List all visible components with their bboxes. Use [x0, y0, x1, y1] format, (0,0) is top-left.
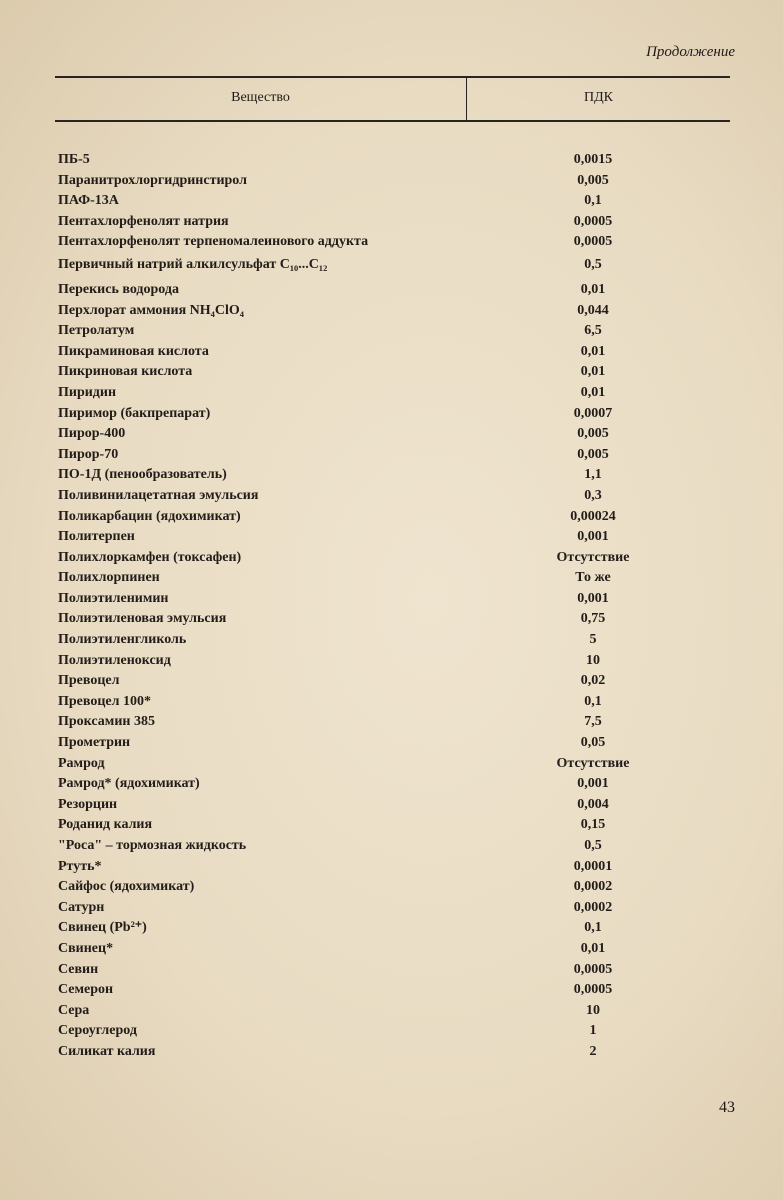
table-row — [58, 191, 718, 212]
pdk-value: 1,1 — [584, 467, 602, 483]
substance-name: Полиэтиленовая эмульсия — [58, 611, 227, 627]
pdk-value: 0,005 — [577, 172, 609, 188]
pdk-value: Отсутствие — [556, 549, 630, 565]
pdk-value: 0,1 — [584, 193, 602, 209]
substance-name: Пирор-400 — [58, 426, 126, 442]
pdk-value: 0,02 — [580, 673, 606, 689]
pdk-value: 7,5 — [584, 714, 602, 730]
column-header-substance: Вещество — [231, 90, 290, 105]
table-row — [58, 424, 718, 445]
page-number: 43 — [719, 1099, 735, 1116]
table-row — [58, 212, 718, 233]
table-row — [58, 232, 718, 253]
substance-name: Пиридин — [58, 384, 117, 400]
pdk-value: 0,0002 — [573, 899, 613, 915]
table-row — [58, 754, 718, 775]
substance-name: Пиримор (бакпрепарат) — [58, 405, 211, 421]
substance-name: Политерпен — [58, 529, 135, 545]
table-row — [58, 321, 718, 342]
pdk-value: 0,01 — [580, 364, 606, 380]
table-row — [58, 795, 718, 816]
pdk-value: 6,5 — [584, 323, 602, 339]
table-row — [58, 733, 718, 754]
pdk-value: 0,01 — [580, 343, 606, 359]
pdk-value: 0,0005 — [573, 982, 613, 998]
table-row — [58, 301, 718, 322]
pdk-value: То же — [575, 570, 611, 586]
table-row — [58, 939, 718, 960]
substance-name: Рамрод — [58, 755, 105, 771]
substance-name: Сайфос (ядохимикат) — [58, 879, 195, 895]
pdk-value: Отсутствие — [556, 755, 630, 771]
table-row — [58, 692, 718, 713]
table-row — [58, 150, 718, 171]
substance-name: Севин — [58, 961, 99, 977]
pdk-value: 0,044 — [577, 302, 609, 318]
table-row — [58, 342, 718, 363]
pdk-value: 0,001 — [577, 776, 609, 792]
pdk-value: 1 — [589, 1023, 597, 1039]
table-row — [58, 445, 718, 466]
substance-name: Паранитрохлоргидринстирол — [58, 172, 247, 188]
substance-name: Резорцин — [58, 796, 118, 812]
pdk-value: 2 — [589, 1043, 597, 1059]
substance-name: Полихлорпинен — [58, 570, 160, 586]
substance-name: Пикраминовая кислота — [58, 343, 209, 359]
substance-name: ПБ-5 — [58, 152, 90, 167]
substance-name: Пикриновая кислота — [58, 364, 193, 380]
substance-name: Полиэтиленимин — [58, 590, 169, 606]
substance-name: Проксамин 385 — [58, 714, 155, 730]
substance-name: Пентахлорфенолят натрия — [58, 213, 229, 229]
table-row — [58, 712, 718, 733]
pdk-value: 0,0015 — [573, 152, 613, 167]
substance-name: Полихлоркамфен (токсафен) — [58, 549, 242, 565]
substance-name: Превоцел 100* — [58, 693, 151, 709]
table-row — [58, 815, 718, 836]
continuation-label: Продолжение — [646, 44, 735, 60]
pdk-value: 0,001 — [577, 590, 609, 606]
substance-name: Пентахлорфенолят терпеномалеинового аддукта — [58, 234, 369, 250]
table-header — [55, 76, 730, 122]
pdk-value: 0,01 — [580, 940, 606, 956]
substance-name: Роданид калия — [58, 817, 153, 833]
table-row — [58, 171, 718, 192]
substance-name: Ртуть* — [58, 858, 102, 874]
pdk-value: 5 — [589, 632, 597, 648]
table-row — [58, 836, 718, 857]
table-row — [58, 980, 718, 1001]
table-row — [58, 589, 718, 610]
table-row — [58, 877, 718, 898]
pdk-value: 0,05 — [580, 735, 606, 751]
table-body — [58, 150, 718, 1063]
substance-name: Поливинилацетатная эмульсия — [58, 487, 259, 503]
substance-name: ПО-1Д (пенообразователь) — [58, 467, 227, 483]
column-header-pdk: ПДК — [584, 90, 613, 105]
table-row — [58, 1042, 718, 1063]
substance-name: Перхлорат аммония NH₄ClO₄ — [58, 302, 244, 318]
table-row — [58, 857, 718, 878]
pdk-value: 0,005 — [577, 446, 609, 462]
pdk-value: 0,0007 — [573, 405, 613, 421]
table-row — [58, 671, 718, 692]
substance-name: Свинец (Pb²⁺) — [58, 920, 147, 936]
pdk-value: 0,3 — [584, 487, 602, 503]
table-row — [58, 1021, 718, 1042]
table-row — [58, 568, 718, 589]
substance-name: Сероуглерод — [58, 1023, 137, 1039]
substance-name: Полиэтиленоксид — [58, 652, 171, 668]
table-row — [58, 280, 718, 301]
table-row — [58, 960, 718, 981]
substance-name: Силикат калия — [58, 1043, 156, 1059]
substance-name: "Роса" – тормозная жидкость — [58, 838, 247, 853]
pdk-value: 0,005 — [577, 426, 609, 442]
table-row — [58, 362, 718, 383]
substance-name: Полиэтиленгликоль — [58, 632, 187, 648]
substance-name: Первичный натрий алкилсульфат C₁₀...C₁₂ — [58, 256, 328, 272]
substance-name: Сера — [58, 1002, 90, 1018]
substance-name: Сатурн — [58, 899, 105, 915]
pdk-value: 0,1 — [584, 693, 602, 709]
pdk-value: 0,5 — [584, 256, 602, 272]
table-row — [58, 898, 718, 919]
table-row — [58, 527, 718, 548]
pdk-value: 0,00024 — [570, 508, 616, 524]
pdk-value: 0,5 — [584, 838, 602, 853]
table-row — [58, 383, 718, 404]
substance-name: Превоцел — [58, 673, 120, 689]
pdk-value: 0,01 — [580, 281, 606, 297]
table-row — [58, 774, 718, 795]
table-row — [58, 507, 718, 528]
substance-name: Петролатум — [58, 323, 135, 339]
pdk-value: 0,004 — [577, 796, 609, 812]
substance-name: Рамрод* (ядохимикат) — [58, 776, 200, 792]
table-row — [58, 253, 718, 280]
substance-name: ПАФ-13А — [58, 193, 119, 209]
pdk-value: 0,15 — [580, 817, 606, 833]
pdk-value: 0,001 — [577, 529, 609, 545]
table-row — [58, 404, 718, 425]
pdk-value: 10 — [586, 652, 600, 668]
pdk-value: 10 — [586, 1002, 600, 1018]
substance-name: Свинец* — [58, 940, 114, 956]
table-row — [58, 651, 718, 672]
substance-name: Поликарбацин (ядохимикат) — [58, 508, 241, 524]
pdk-value: 0,0001 — [573, 858, 613, 874]
table-row — [58, 486, 718, 507]
table-row — [58, 1001, 718, 1022]
pdk-value: 0,1 — [584, 920, 602, 936]
table-row — [58, 918, 718, 939]
table-row — [58, 548, 718, 569]
table-row — [58, 609, 718, 630]
pdk-value: 0,0002 — [573, 879, 613, 895]
pdk-value: 0,0005 — [573, 961, 613, 977]
pdk-value: 0,01 — [580, 384, 606, 400]
substance-name: Прометрин — [58, 735, 131, 751]
table-row — [58, 465, 718, 486]
table-row — [58, 630, 718, 651]
pdk-value: 0,0005 — [573, 213, 613, 229]
pdk-value: 0,75 — [580, 611, 606, 627]
substance-name: Перекись водорода — [58, 281, 179, 297]
pdk-value: 0,0005 — [573, 234, 613, 250]
substance-name: Пирор-70 — [58, 446, 119, 462]
substance-name: Семерон — [58, 982, 114, 998]
